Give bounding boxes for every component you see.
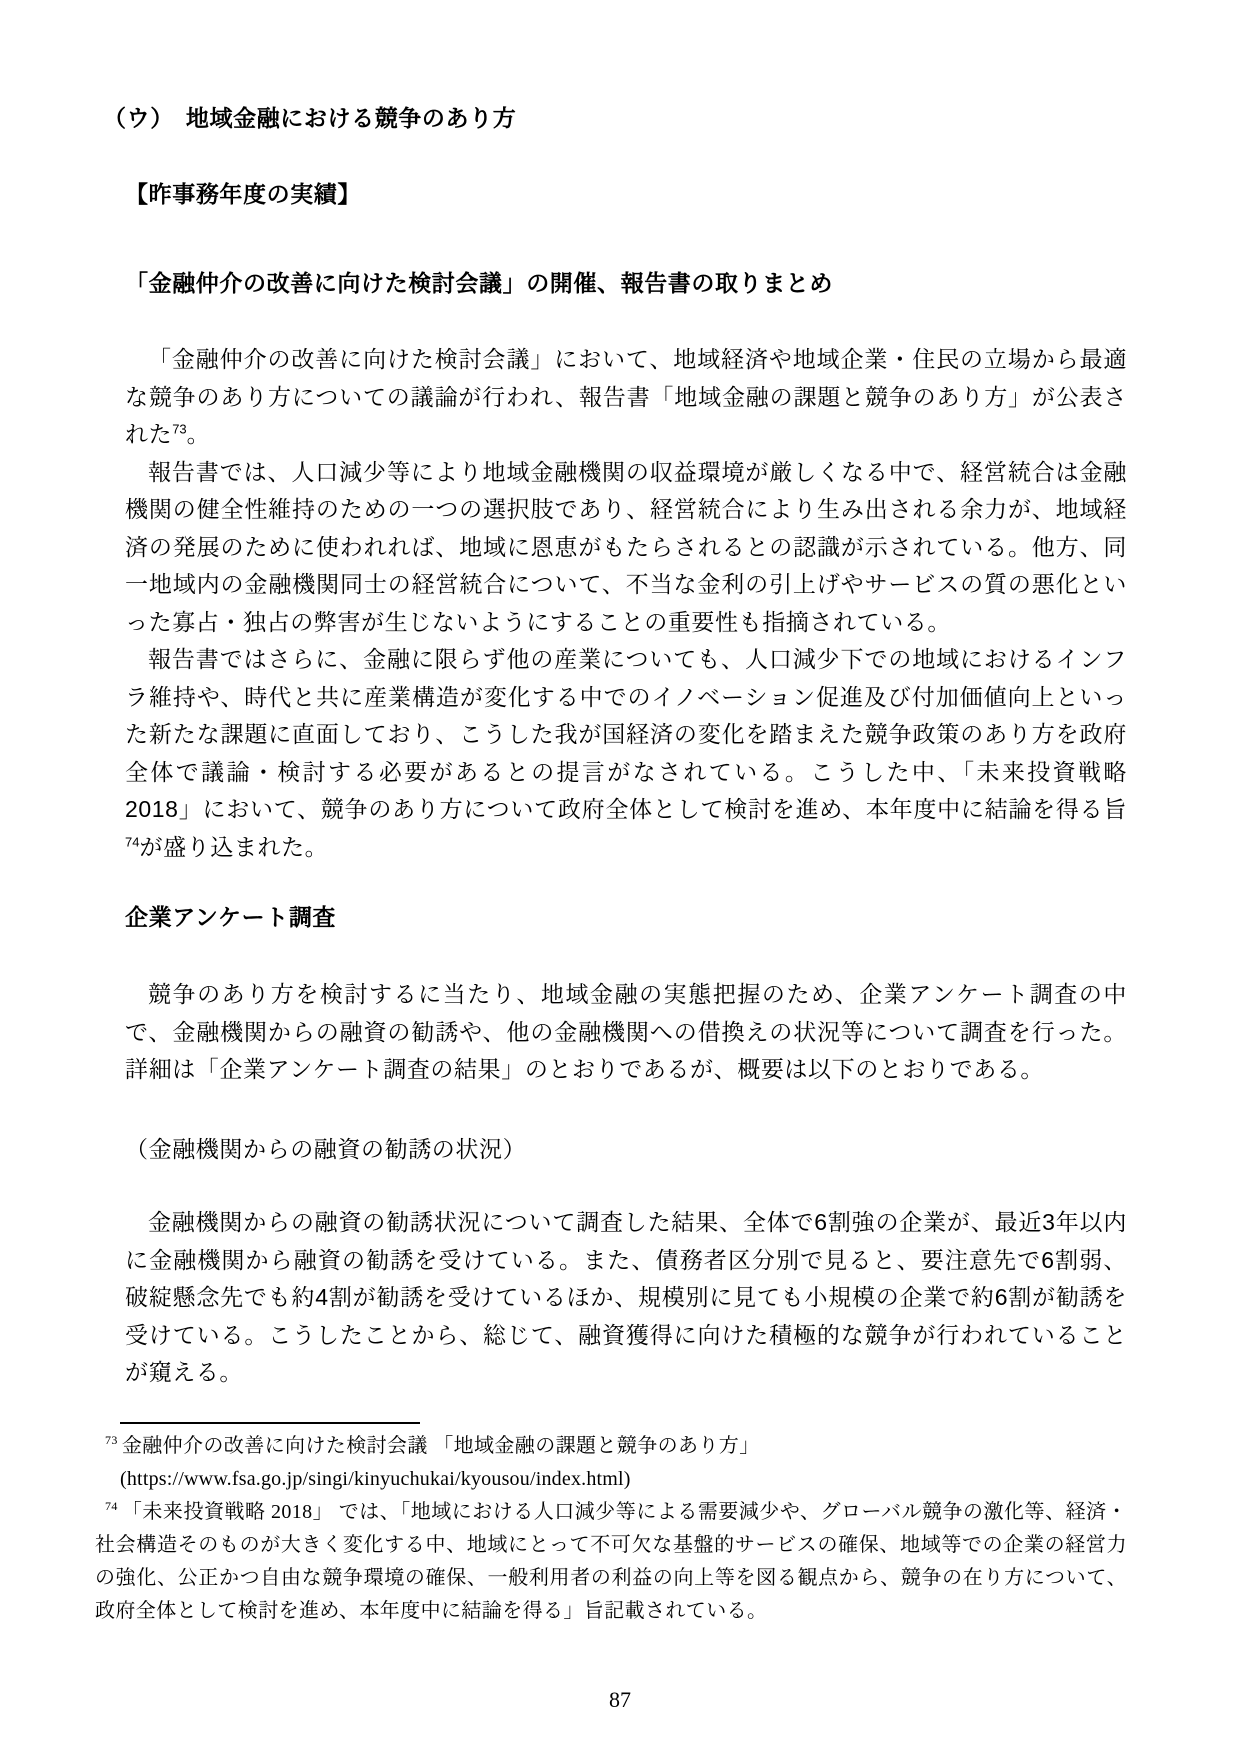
- footnote-74: [95, 1496, 1127, 1628]
- footnote-73: [95, 1430, 1127, 1496]
- paragraph-report-competition-policy: [125, 641, 1127, 866]
- paragraph-meeting-overview: [125, 341, 1127, 454]
- footnote-73-url: (https://www.fsa.go.jp/singi/kinyuchukai/kyousou/index.html): [120, 1467, 631, 1490]
- loan-paragraphs: [125, 1204, 1127, 1392]
- page-number: 87: [609, 1687, 631, 1712]
- footnote-74-text: 「未来投資戦略 2018」 では、「地域における人口減少等による需要減少や、グローバル競争の激化等、経済・社会構造そのものが大きく変化する中、地域にとって不可欠な基盤的サービスの確保、地域等での企業の経営力の強化、公正かつ自由な競争環境の確保、一般利用者の利益の向上等を図る観点から、競争の在り方について、政府全体として検討を進め、本年度中に結論を得る」旨記載されている。: [95, 1500, 1127, 1622]
- sub-item-loan-solicitation: （金融機関からの融資の勧誘の状況）: [125, 1135, 527, 1162]
- results-heading: 【昨事務年度の実績】: [125, 181, 361, 207]
- footnote-73-text: 金融仲介の改善に向けた検討会議 「地域金融の課題と競争のあり方」: [121, 1434, 760, 1457]
- paragraph-survey-overview: 競争のあり方を検討するに当たり、地域金融の実態把握のため、企業アンケート調査の中で、金融機関からの融資の勧誘や、他の金融機関への借換えの状況等について調査を行った。詳細は「企業アンケート調査の結果」のとおりであるが、概要は以下のとおりである。: [125, 981, 1127, 1082]
- footnote-74-marker: 74: [105, 1498, 118, 1513]
- footnote-separator: [120, 1422, 420, 1424]
- survey-paragraphs: [125, 976, 1127, 1089]
- topic-title-survey: 企業アンケート調査: [125, 904, 337, 930]
- footnote-ref-74: 74: [125, 833, 140, 849]
- paragraph-meeting-overview-text: 「金融仲介の改善に向けた検討会議」において、地域経済や地域企業・住民の立場から最適な競争のあり方についての議論が行われ、報告書「地域金融の課題と競争のあり方」が公表された: [125, 346, 1127, 447]
- footnote-73-marker: 73: [105, 1432, 118, 1447]
- paragraph-report-competition-policy-text: 報告書ではさらに、金融に限らず他の産業についても、人口減少下での地域におけるインフラ維持や、時代と共に産業構造が変化する中でのイノベーション促進及び付加価値向上といった新たな課題に直面しており、こうした我が国経済の変化を踏まえた競争政策のあり方を政府全体で議論・検討する必要があるとの提言がなされている。こうした中、「未来投資戦略 2018」において、競争のあり方について政府全体として検討を進め、本年度中に結論を得る旨: [125, 646, 1127, 822]
- report-paragraphs: [125, 341, 1127, 866]
- section-heading: （ウ） 地域金融における競争のあり方: [103, 105, 517, 131]
- paragraph-meeting-overview-end: 。: [186, 421, 211, 447]
- footnote-ref-73: 73: [172, 421, 187, 437]
- footnote-area: [95, 1422, 1127, 1628]
- paragraph-report-competition-policy-end: が盛り込まれた。: [139, 833, 329, 860]
- topic-title-meeting: 「金融仲介の改善に向けた検討会議」の開催、報告書の取りまとめ: [125, 270, 833, 296]
- paragraph-report-merger: 報告書では、人口減少等により地域金融機関の収益環境が厳しくなる中で、経営統合は金融機関の健全性維持のための一つの選択肢であり、経営統合により生み出される余力が、地域経済の発展のために使われれば、地域に恩恵がもたらされるとの認識が示されている。他方、同一地域内の金融機関同士の経営統合について、不当な金利の引上げやサービスの質の悪化といった寡占・独占の弊害が生じないようにすることの重要性も指摘されている。: [125, 458, 1127, 635]
- paragraph-loan-solicitation-results: 金融機関からの融資の勧誘状況について調査した結果、全体で6割強の企業が、最近3年以内に金融機関から融資の勧誘を受けている。また、債務者区分別で見ると、要注意先で6割弱、破綻懸念先でも約4割が勧誘を受けているほか、規模別に見ても小規模の企業で約6割が勧誘を受けている。こうしたことから、総じて、融資獲得に向けた積極的な競争が行われていることが窺える。: [125, 1209, 1127, 1385]
